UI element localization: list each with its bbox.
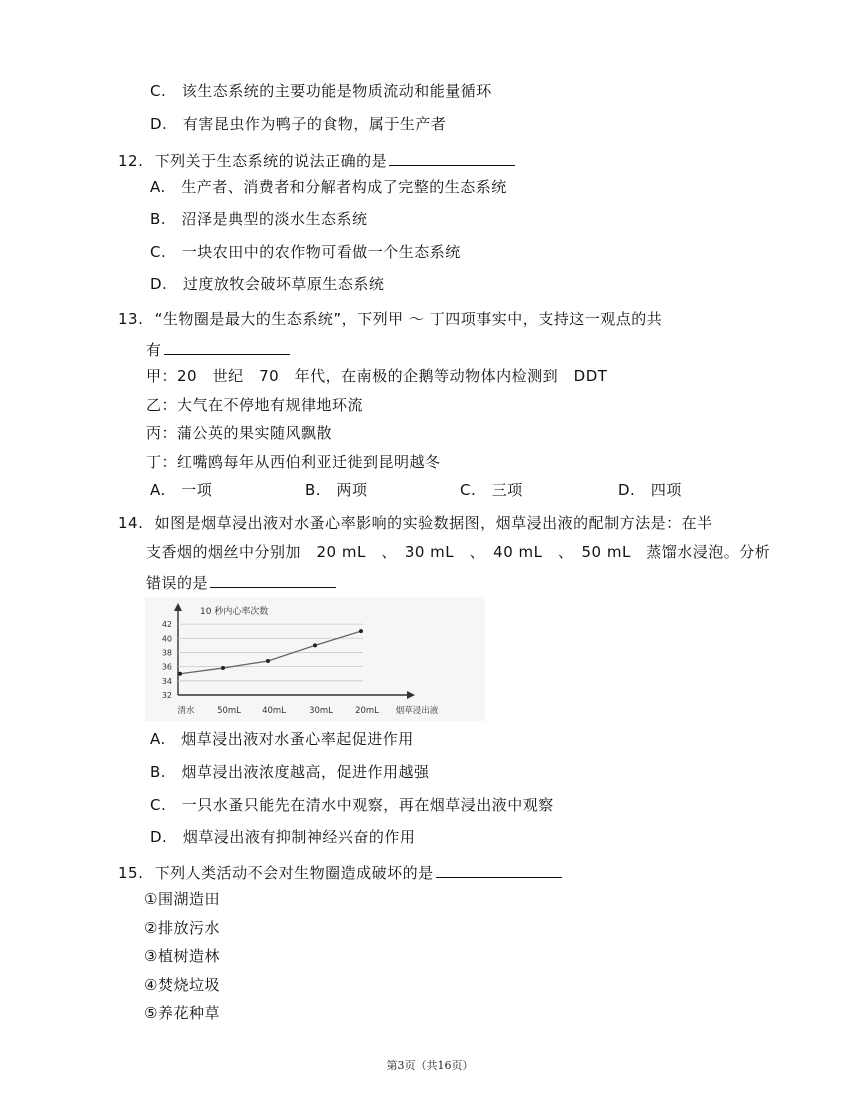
question-number: 13. (118, 310, 144, 328)
q14-option-a: A. 烟草浸出液对水蚤心率起促进作用 (150, 730, 414, 748)
x-tick-label: 30mL (309, 706, 333, 716)
q13-stem-line2 (146, 338, 290, 360)
q14-option-b: B. 烟草浸出液浓度越高，促进作用越强 (150, 763, 430, 781)
answer-blank (210, 571, 336, 588)
q14-stem-line2: 支香烟的烟丝中分别加 20 mL 、 30 mL 、 40 mL 、 50 mL 蒸馏水浸泡。分析 (146, 543, 771, 561)
question-number: 14. (118, 514, 144, 532)
q15-item-2: ②排放污水 (144, 919, 220, 937)
data-point (359, 629, 363, 633)
data-point (178, 672, 182, 676)
q15-stem (118, 861, 562, 883)
y-tick-label: 42 (161, 620, 172, 630)
chart-title: 10 秒内心率次数 (200, 607, 269, 617)
data-point (221, 666, 225, 670)
q12-option-d: D. 过度放牧会破坏草原生态系统 (150, 275, 385, 293)
q14-option-d: D. 烟草浸出液有抑制神经兴奋的作用 (150, 828, 416, 846)
q13-fact-jia: 甲：20 世纪 70 年代，在南极的企鹅等动物体内检测到 DDT (146, 367, 608, 385)
q15-item-4: ④焚烧垃圾 (144, 976, 220, 994)
q12-option-a: A. 生产者、消费者和分解者构成了完整的生态系统 (150, 178, 507, 196)
question-text: 错误的是 (146, 574, 209, 592)
data-point (313, 643, 317, 647)
y-tick-label: 34 (161, 676, 172, 686)
x-tick-label: 50mL (217, 706, 241, 716)
question-number: 15. (118, 864, 144, 882)
x-tick-label: 清水 (177, 706, 195, 716)
data-point (266, 659, 270, 663)
x-axis-label: 烟草浸出液 (395, 706, 439, 716)
y-tick-label: 40 (161, 634, 172, 644)
x-tick-label: 40mL (262, 706, 286, 716)
q13-option-b: B. 两项 (305, 481, 368, 499)
chart-background (145, 597, 485, 721)
q12-option-c: C. 一块农田中的农作物可看做一个生态系统 (150, 243, 461, 261)
heart-rate-chart (145, 597, 485, 721)
q12-stem (118, 149, 515, 171)
page-footer: 第3页（共16页） (386, 1059, 474, 1072)
q11-option-c: C. 该生态系统的主要功能是物质流动和能量循环 (150, 82, 492, 100)
q14-stem-line3 (146, 571, 336, 593)
y-tick-label: 38 (161, 648, 172, 658)
question-text: 如图是烟草浸出液对水蚤心率影响的实验数据图，烟草浸出液的配制方法是：在半 (154, 514, 713, 532)
q14-option-c: C. 一只水蚤只能先在清水中观察，再在烟草浸出液中观察 (150, 796, 554, 814)
answer-blank (436, 861, 562, 878)
q11-option-d: D. 有害昆虫作为鸭子的食物，属于生产者 (150, 115, 447, 133)
q13-stem (118, 309, 662, 329)
q13-fact-ding: 丁：红嘴鸥每年从西伯利亚迁徙到昆明越冬 (146, 453, 441, 471)
question-text: “生物圈是最大的生态系统”，下列甲 ～ 丁四项事实中，支持这一观点的共 (154, 310, 663, 328)
q14-stem (118, 513, 713, 533)
question-text: 下列关于生态系统的说法正确的是 (154, 152, 388, 170)
question-number: 12. (118, 152, 144, 170)
q13-fact-yi: 乙：大气在不停地有规律地环流 (146, 396, 364, 414)
q13-option-d: D. 四项 (618, 481, 682, 499)
q15-item-1: ①围湖造田 (144, 890, 220, 908)
q13-option-a: A. 一项 (150, 481, 213, 499)
q15-item-5: ⑤养花种草 (144, 1004, 220, 1022)
q13-option-c: C. 三项 (460, 481, 523, 499)
y-tick-label: 36 (161, 662, 172, 672)
answer-blank (389, 149, 515, 166)
y-tick-label: 32 (161, 691, 172, 700)
question-text: 有 (146, 341, 162, 359)
q15-item-3: ③植树造林 (144, 947, 220, 965)
answer-blank (164, 338, 290, 355)
question-text: 下列人类活动不会对生物圈造成破坏的是 (154, 864, 434, 882)
q12-option-b: B. 沼泽是典型的淡水生态系统 (150, 210, 368, 228)
q13-fact-bing: 丙：蒲公英的果实随风飘散 (146, 424, 333, 442)
x-tick-label: 20mL (355, 706, 379, 716)
